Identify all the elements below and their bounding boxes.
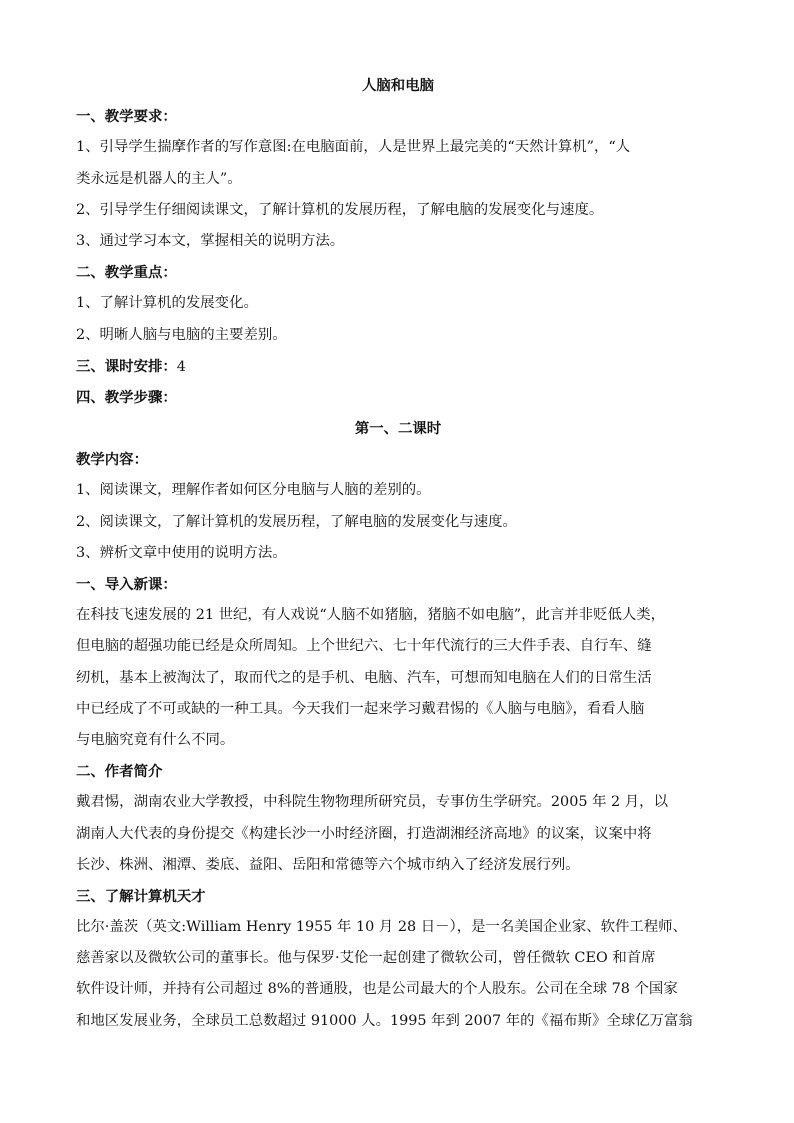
schedule-label: 三、课时安排：	[76, 357, 177, 375]
genius-line: 软件设计师，并持有公司超过 8%的普通股，也是公司最大的个人股东。公司在全球 78 个国家	[76, 981, 678, 998]
intro-line: 但电脑的超强功能已经是众所周知。上个世纪六、七十年代流行的三大件手表、自行车、缝	[76, 638, 652, 655]
intro-line: 中已经成了不可或缺的一种工具。今天我们一起来学习戴君惕的《人脑与电脑》，看看人脑	[76, 700, 645, 717]
requirement-1-line-2: 类永远是机器人的主人”。	[76, 170, 242, 187]
schedule-value: 4	[176, 358, 186, 375]
content-heading: 教学内容：	[76, 451, 148, 469]
intro-line: 纫机，基本上被淘汰了，取而代之的是手机、电脑、汽车，可想而知电脑在人们的日常生活	[76, 669, 652, 686]
author-line: 戴君惕，湖南农业大学教授，中科院生物物理所研究员，专事仿生学研究。2005 年 2 月，以	[76, 794, 668, 811]
key-point-2: 2、明晰人脑与电脑的主要差别。	[76, 326, 287, 343]
genius-line: 慈善家以及微软公司的董事长。他与保罗·艾伦一起创建了微软公司，曾任微软 CEO 和首席	[76, 950, 656, 967]
requirement-1-line-1: 1、引导学生揣摩作者的写作意图:在电脑面前，人是世界上最完美的“天然计算机”，“人	[76, 139, 631, 156]
requirement-3: 3、通过学习本文，掌握相关的说明方法。	[76, 232, 345, 249]
genius-line: 比尔·盖茨（英文:William Henry 1955 年 10 月 28 日－），是一名美国企业家、软件工程师、	[76, 919, 687, 936]
author-heading: 二、作者简介	[76, 763, 163, 781]
section-heading-key-points: 二、教学重点：	[76, 264, 177, 282]
intro-line: 在科技飞速发展的 21 世纪，有人戏说“人脑不如猪脑，猪脑不如电脑”，此言并非贬低人类，	[76, 607, 666, 624]
intro-heading: 一、导入新课：	[76, 576, 177, 593]
key-point-1: 1、了解计算机的发展变化。	[76, 295, 258, 312]
lesson-title: 第一、二课时	[354, 420, 442, 438]
intro-line: 与电脑究竟有什么不同。	[76, 731, 235, 748]
author-line: 湖南人大代表的身份提交《构建长沙一小时经济圈，打造湖湘经济高地》的议案，议案中将	[76, 825, 652, 842]
section-heading-schedule	[76, 351, 720, 382]
content-item-3: 3、辨析文章中使用的说明方法。	[76, 544, 287, 561]
content-item-1: 1、阅读课文，理解作者如何区分电脑与人脑的差别的。	[76, 482, 431, 499]
genius-heading: 三、了解计算机天才	[76, 887, 206, 905]
requirement-2: 2、引导学生仔细阅读课文，了解计算机的发展历程，了解电脑的发展变化与速度。	[76, 201, 604, 218]
genius-line: 和地区发展业务，全球员工总数超过 91000 人。1995 年到 2007 年的《福布斯》全球亿万富翁	[76, 1012, 693, 1029]
document-title: 人脑和电脑	[362, 77, 434, 94]
author-line: 长沙、株洲、湘潭、娄底、益阳、岳阳和常德等六个城市纳入了经济发展行列。	[76, 856, 580, 873]
section-heading-requirements: 一、教学要求：	[76, 108, 177, 126]
document-page	[76, 70, 720, 1037]
content-item-2: 2、阅读课文，了解计算机的发展历程，了解电脑的发展变化与速度。	[76, 513, 517, 530]
section-heading-steps: 四、教学步骤：	[76, 388, 177, 406]
